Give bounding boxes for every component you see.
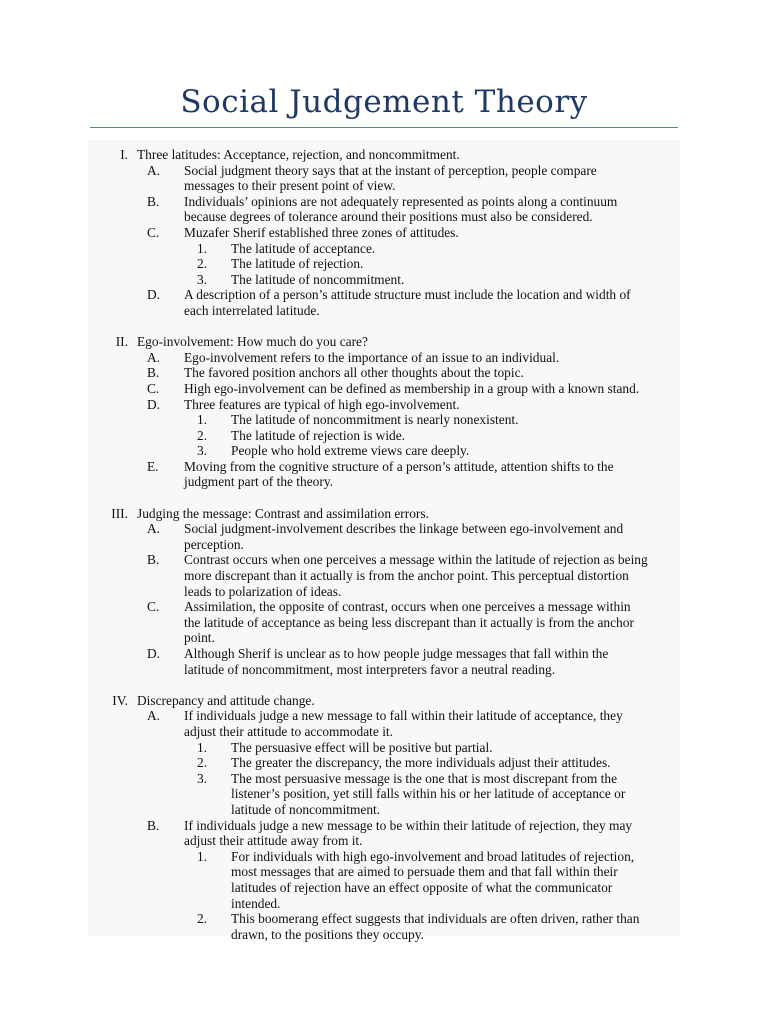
subitem-marker: 1.	[197, 240, 208, 256]
section-heading	[0, 334, 768, 350]
item-line	[0, 599, 768, 615]
item-text: judgment part of the theory.	[184, 474, 333, 490]
subitem-line	[0, 927, 768, 943]
subitem-line	[0, 911, 768, 927]
item-line	[0, 163, 768, 179]
item-marker: D.	[147, 287, 161, 303]
item-marker: B.	[147, 193, 160, 209]
outline-item	[0, 225, 768, 287]
item-line	[0, 615, 768, 631]
item-line	[0, 521, 768, 537]
item-marker: B.	[147, 365, 160, 381]
item-line	[0, 818, 768, 834]
item-marker: C.	[147, 380, 160, 396]
outline-item	[0, 646, 768, 677]
subitem-marker: 2.	[197, 256, 208, 272]
subitem-line	[0, 786, 768, 802]
section-marker: IV.	[112, 692, 128, 708]
item-marker: E.	[147, 458, 159, 474]
outline-item	[0, 194, 768, 225]
outline-subitem	[0, 755, 768, 771]
item-marker: D.	[147, 396, 161, 412]
subitem-line	[0, 864, 768, 880]
item-line	[0, 287, 768, 303]
outline-section	[0, 506, 768, 678]
section-heading	[0, 693, 768, 709]
item-line	[0, 568, 768, 584]
item-text: Ego-involvement refers to the importance of an issue to an individual.	[184, 349, 560, 365]
item-line	[0, 459, 768, 475]
subitem-marker: 2.	[197, 755, 208, 771]
subitem-text: The latitude of rejection is wide.	[231, 427, 406, 443]
subitem-text: The latitude of noncommitment is nearly nonexistent.	[231, 412, 519, 428]
outline	[0, 147, 768, 958]
item-text: Contrast occurs when one perceives a message within the latitude of rejection as being	[184, 552, 648, 568]
item-text: messages to their present point of view.	[184, 178, 396, 194]
section-marker: I.	[120, 147, 128, 162]
item-line	[0, 350, 768, 366]
item-line	[0, 178, 768, 194]
outline-item	[0, 381, 768, 397]
item-marker: A.	[147, 349, 161, 365]
item-text: latitude of noncommitment, most interpreters favor a neutral reading.	[184, 661, 556, 677]
subitem-text: People who hold extreme views care deeply.	[231, 443, 470, 459]
subitem-marker: 3.	[197, 443, 208, 459]
outline-section	[0, 147, 768, 319]
item-text: point.	[184, 630, 215, 646]
item-text: adjust their attitude away from it.	[184, 833, 363, 849]
subitem-line	[0, 802, 768, 818]
subitem-line	[0, 880, 768, 896]
item-line	[0, 474, 768, 490]
item-text: leads to polarization of ideas.	[184, 583, 342, 599]
item-line	[0, 225, 768, 241]
subitem-line	[0, 849, 768, 865]
item-text: each interrelated latitude.	[184, 302, 320, 318]
item-line	[0, 662, 768, 678]
item-text: the latitude of acceptance as being less discrepant than it actually is from the anchor	[184, 614, 634, 630]
title-rule	[90, 127, 678, 128]
item-marker: C.	[147, 599, 160, 615]
item-line	[0, 397, 768, 413]
item-line	[0, 552, 768, 568]
section-heading	[0, 506, 768, 522]
outline-item	[0, 521, 768, 552]
item-line	[0, 209, 768, 225]
subitem-text: listener’s position, yet still falls within his or her latitude of acceptance or	[231, 786, 626, 802]
item-line	[0, 646, 768, 662]
subitem-text: drawn, to the positions they occupy.	[231, 926, 424, 942]
subitem-marker: 1.	[197, 412, 208, 428]
subitem-line	[0, 412, 768, 428]
outline-item	[0, 397, 768, 459]
outline-subitem	[0, 272, 768, 288]
outline-item	[0, 552, 768, 599]
subitem-text: latitudes of rejection have an effect opposite of what the communicator	[231, 879, 613, 895]
subitem-line	[0, 272, 768, 288]
subitem-text: The persuasive effect will be positive but partial.	[231, 739, 493, 755]
item-text: If individuals judge a new message to be within their latitude of rejection, they may	[184, 817, 633, 833]
subitem-marker: 3.	[197, 271, 208, 287]
item-text: Three features are typical of high ego-involvement.	[184, 396, 460, 412]
outline-subitem	[0, 412, 768, 428]
subitem-marker: 1.	[197, 739, 208, 755]
item-text: Social judgment-involvement describes the linkage between ego-involvement and	[184, 521, 624, 537]
outline-item	[0, 708, 768, 817]
item-text: The favored position anchors all other thoughts about the topic.	[184, 365, 524, 381]
subitem-text: The latitude of rejection.	[231, 256, 364, 272]
item-marker: B.	[147, 552, 160, 568]
subitem-line	[0, 896, 768, 912]
subitem-text: The greater the discrepancy, the more individuals adjust their attitudes.	[231, 755, 611, 771]
section-heading-text: Judging the message: Contrast and assimilation errors.	[137, 505, 429, 521]
item-text: adjust their attitude to accommodate it.	[184, 723, 393, 739]
item-text: Moving from the cognitive structure of a person’s attitude, attention shifts to the	[184, 458, 614, 474]
outline-item	[0, 163, 768, 194]
outline-item	[0, 287, 768, 318]
item-marker: A.	[147, 521, 161, 537]
outline-subitem	[0, 428, 768, 444]
subitem-marker: 3.	[197, 770, 208, 786]
subitem-line	[0, 428, 768, 444]
section-marker: II.	[115, 334, 128, 350]
section-heading	[0, 147, 768, 163]
item-marker: C.	[147, 224, 160, 240]
outline-subitem	[0, 849, 768, 911]
item-marker: B.	[147, 817, 160, 833]
subitem-marker: 2.	[197, 911, 208, 927]
outline-subitem	[0, 911, 768, 942]
item-line	[0, 630, 768, 646]
item-text: If individuals judge a new message to fall within their latitude of acceptance, they	[184, 708, 623, 724]
item-line	[0, 708, 768, 724]
subitem-text: latitude of noncommitment.	[231, 801, 381, 817]
section-marker: III.	[111, 505, 128, 521]
subitem-marker: 1.	[197, 848, 208, 864]
outline-item	[0, 365, 768, 381]
subitem-marker: 2.	[197, 427, 208, 443]
subitem-line	[0, 740, 768, 756]
page-title: Social Judgement Theory	[180, 84, 588, 120]
outline-item	[0, 459, 768, 490]
subitem-text: The latitude of acceptance.	[231, 240, 376, 256]
item-line	[0, 303, 768, 319]
outline-item	[0, 818, 768, 943]
item-text: A description of a person’s attitude structure must include the location and width of	[184, 287, 631, 303]
subitem-text: The latitude of noncommitment.	[231, 271, 405, 287]
item-text: because degrees of tolerance around their positions must also be considered.	[184, 209, 593, 225]
subitem-text: For individuals with high ego-involvement and broad latitudes of rejection,	[231, 848, 635, 864]
outline-section	[0, 693, 768, 943]
item-text: Individuals’ opinions are not adequately represented as points along a continuum	[184, 193, 618, 209]
item-line	[0, 194, 768, 210]
item-line	[0, 724, 768, 740]
outline-subitem	[0, 771, 768, 818]
outline-subitem	[0, 443, 768, 459]
subitem-line	[0, 771, 768, 787]
outline-subitem	[0, 256, 768, 272]
item-text: perception.	[184, 536, 244, 552]
item-marker: D.	[147, 646, 161, 661]
subitem-line	[0, 755, 768, 771]
item-text: Although Sherif is unclear as to how people judge messages that fall within the	[184, 646, 609, 661]
section-heading-text: Ego-involvement: How much do you care?	[137, 334, 368, 350]
subitem-text: most messages that are aimed to persuade them and that fall within their	[231, 864, 618, 880]
outline-item	[0, 599, 768, 646]
section-heading-text: Three latitudes: Acceptance, rejection, and noncommitment.	[137, 147, 460, 162]
outline-item	[0, 350, 768, 366]
section-heading-text: Discrepancy and attitude change.	[137, 692, 315, 708]
subitem-line	[0, 443, 768, 459]
outline-subitem	[0, 740, 768, 756]
subitem-line	[0, 241, 768, 257]
outline-section	[0, 334, 768, 490]
subitem-text: This boomerang effect suggests that individuals are often driven, rather than	[231, 911, 640, 927]
item-line	[0, 381, 768, 397]
item-line	[0, 584, 768, 600]
subitem-text: The most persuasive message is the one that is most discrepant from the	[231, 770, 618, 786]
item-line	[0, 365, 768, 381]
item-line	[0, 537, 768, 553]
item-text: more discrepant than it actually is from the anchor point. This perceptual distortion	[184, 568, 629, 584]
item-text: Assimilation, the opposite of contrast, occurs when one perceives a message within	[184, 599, 631, 615]
subitem-line	[0, 256, 768, 272]
item-marker: A.	[147, 708, 161, 724]
item-text: Muzafer Sherif established three zones of attitudes.	[184, 224, 459, 240]
item-line	[0, 833, 768, 849]
item-text: Social judgment theory says that at the instant of perception, people compare	[184, 162, 597, 178]
item-marker: A.	[147, 162, 161, 178]
item-text: High ego-involvement can be defined as membership in a group with a known stand.	[184, 380, 640, 396]
outline-subitem	[0, 241, 768, 257]
subitem-text: intended.	[231, 895, 281, 911]
